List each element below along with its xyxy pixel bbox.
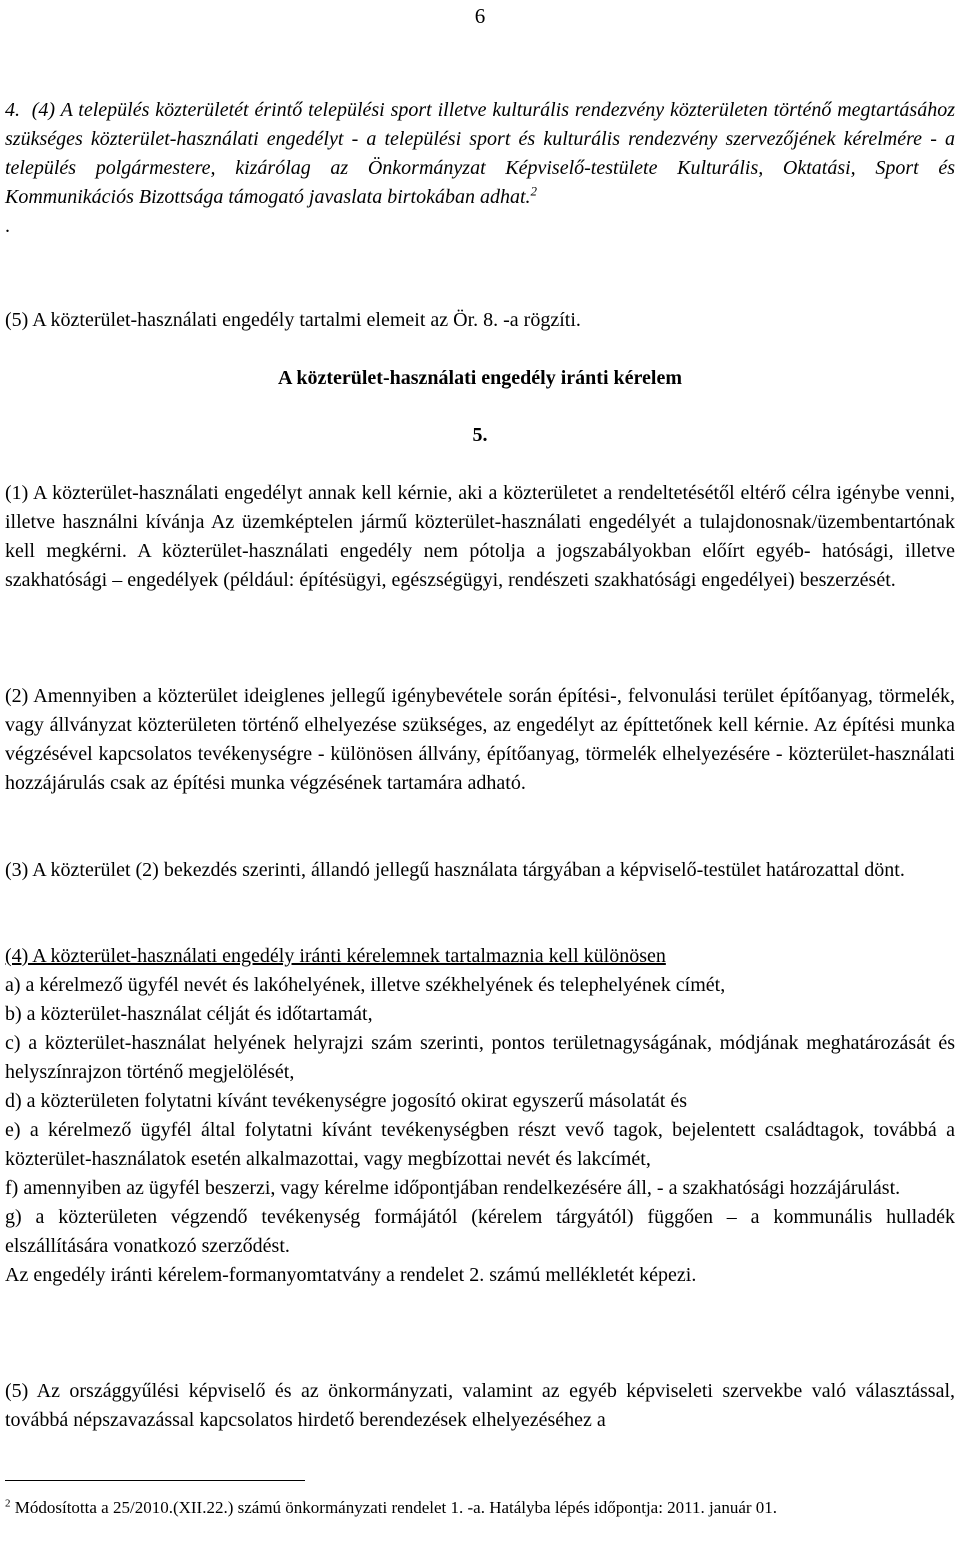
list-item-f: f) amennyiben az ügyfél beszerzi, vagy kérelme időpontjában rendelkezésére áll, - a szakhatósági hozzájárulást. [5, 1177, 901, 1199]
list-item-a: a) a kérelmező ügyfél nevét és lakóhelyének, illetve székhelyének és telephelyének címét, [5, 974, 726, 996]
list-item-b: b) a közterület-használat célját és időtartamát, [5, 1003, 373, 1025]
paragraph-4-head: 4. [5, 99, 20, 121]
page-number: 6 [474, 4, 486, 28]
paragraph-5: (5) A közterület-használati engedély tartalmi elemeit az Ör. 8. -a rögzíti. [5, 309, 581, 331]
form-note: Az engedély iránti kérelem-formanyomtatvány a rendelet 2. számú mellékletét képezi. [5, 1264, 697, 1286]
section-5-paragraph-4 [5, 942, 955, 1290]
section-5-paragraph-1: (1) A közterület-használati engedélyt annak kell kérnie, aki a közterületet a rendeltetésétől eltérő célra igénybe venni, illetve használni kívánja Az üzemképtelen jármű közterület-használati engedélyét a tulajdonosnak/üzembentartónak kell megkérni. A közterület-használati engedély nem pótolja a jogszabályokban előírt egyéb- hatósági, illetve szakhatósági – engedélyek (például: építésügyi, egészségügyi, rendészeti szakhatósági engedélyei) beszerzését. [5, 482, 955, 591]
paragraph-4 [5, 96, 955, 241]
section-5-paragraph-2: (2) Amennyiben a közterület ideiglenes jellegű igénybevétele során építési-, felvonulási terület építőanyag, törmelék, vagy állványzat közterületen történő elhelyezése szükséges, az engedélyt az építtetőnek kell kérnie. Az építési munka végzésével kapcsolatos tevékenységre - különösen állvány, építőanyag, törmelék elhelyezésére - közterület-használati hozzájárulás csak az építési munka végzésének tartamára adható. [5, 685, 955, 794]
list-item-c: c) a közterület-használat helyének helyrajzi szám szerinti, pontos területnagyságának, módjának meghatározását és helyszínrajzon történő megjelölését, [5, 1032, 955, 1083]
list-item-e: e) a kérelmező ügyfél által folytatni kívánt tevékenységben részt vevő tagok, bejelentett családtagok, továbbá a közterület-használatok esetén alkalmazottai, vagy megbízottai nevét és lakcímét, [5, 1119, 955, 1170]
list-item-d: d) a közterületen folytatni kívánt tevékenységre jogosító okirat egyszerű másolatát és [5, 1090, 687, 1112]
paragraph-4-body: (4) A település közterületét érintő települési sport illetve kulturális rendezvény közterületen történő megtartásához szükséges közterület-használati engedélyt - a települési sport és kulturális rendezvény szervezőjének kérelmére - a település polgármestere, kizárólag az Önkormányzat Képviselő-testülete Kulturális, Oktatási, Sport és Kommunikációs Bizottsága támogató javaslata birtokában adhat. [5, 99, 955, 208]
paragraph-4-text [5, 96, 955, 212]
section-number: 5. [472, 424, 488, 446]
section-heading: A közterület-használati engedély iránti kérelem [277, 367, 682, 389]
footnote-separator [5, 1480, 305, 1481]
footnote-text: Módosította a 25/2010.(XII.22.) számú önkormányzati rendelet 1. -a. Hatályba lépés időpontja: 2011. január 01. [14, 1498, 778, 1517]
footnote-ref: 2 [530, 183, 538, 199]
paragraph-4-heading: (4) A közterület-használati engedély iránti kérelemnek tartalmaznia kell különösen [5, 945, 666, 967]
section-5-paragraph-3: (3) A közterület (2) bekezdés szerinti, állandó jellegű használata tárgyában a képviselő-testület határozattal dönt. [5, 859, 905, 881]
footnote-number: 2 [5, 1497, 11, 1510]
paragraph-4-dot: . [5, 215, 10, 237]
footnote [5, 1496, 955, 1520]
list-item-g: g) a közterületen végzendő tevékenység formájától (kérelem tárgyától) függően – a kommunális hulladék elszállítására vonatkozó szerződést. [5, 1206, 955, 1257]
section-5-paragraph-5: (5) Az országgyűlési képviselő és az önkormányzati, valamint az egyéb képviseleti szervekbe való választással, továbbá népszavazással kapcsolatos hirdető berendezések elhelyezéséhez a [5, 1380, 955, 1431]
